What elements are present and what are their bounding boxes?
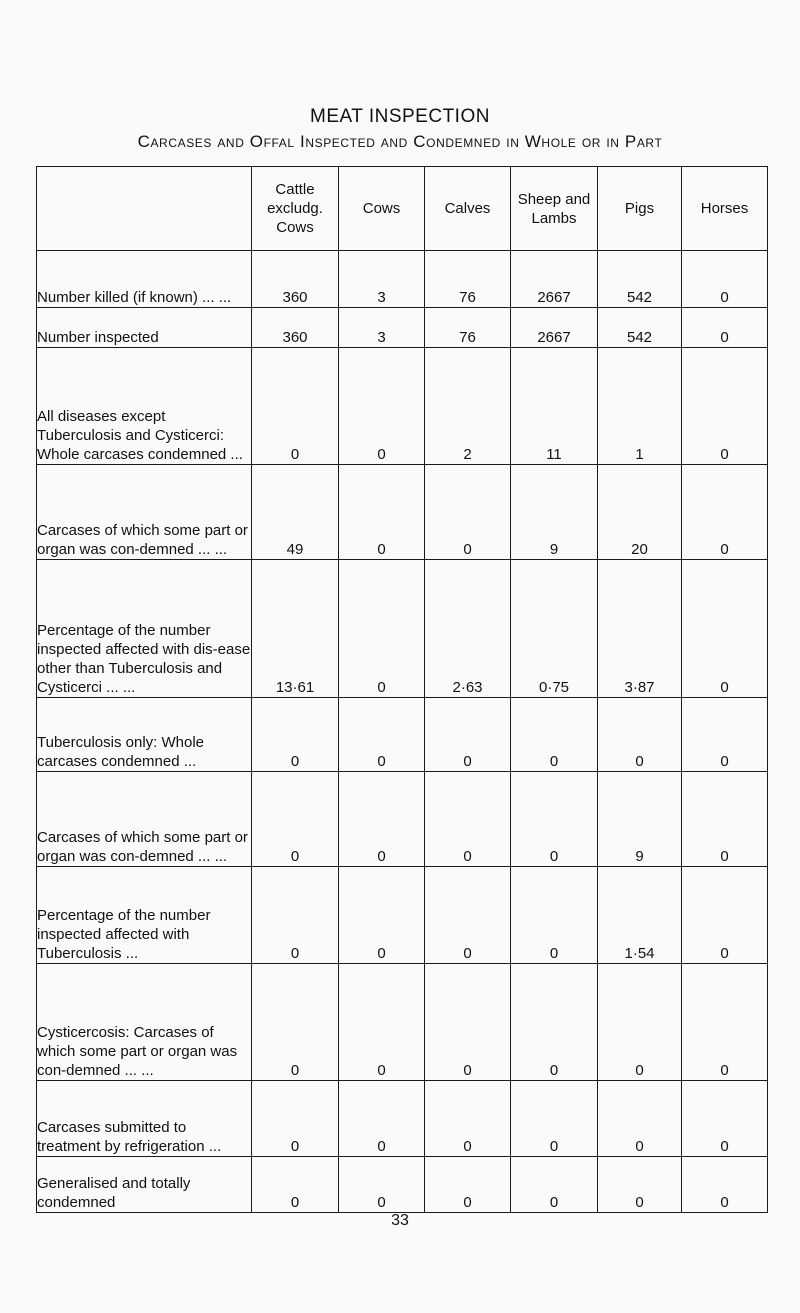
- row-label: Cysticercosis: Carcases of which some part or organ was con-demned ... ...: [37, 964, 252, 1081]
- cell-value: 1: [598, 348, 682, 465]
- table-row: [37, 867, 768, 964]
- column-header-calves: Calves: [425, 167, 511, 251]
- row-label: Carcases of which some part or organ was con-demned ... ...: [37, 772, 252, 867]
- cell-value: 2667: [511, 308, 598, 348]
- table-row: [37, 1157, 768, 1213]
- cell-value: 0: [682, 1157, 768, 1213]
- cell-value: 0: [598, 1157, 682, 1213]
- cell-value: 9: [511, 465, 598, 560]
- cell-value: 0: [682, 251, 768, 308]
- cell-value: 0: [252, 772, 339, 867]
- cell-value: 0: [339, 964, 425, 1081]
- cell-value: 0: [682, 465, 768, 560]
- row-label: Tuberculosis only: Whole carcases condemned ...: [37, 698, 252, 772]
- cell-value: 542: [598, 308, 682, 348]
- table-row: [37, 308, 768, 348]
- cell-value: 0: [425, 465, 511, 560]
- row-label: Carcases of which some part or organ was con-demned ... ...: [37, 465, 252, 560]
- cell-value: 0: [598, 698, 682, 772]
- cell-value: 0: [339, 698, 425, 772]
- page-title: MEAT INSPECTION: [310, 106, 490, 127]
- cell-value: 0: [511, 772, 598, 867]
- cell-value: 0: [682, 867, 768, 964]
- cell-value: 0: [511, 964, 598, 1081]
- cell-value: 76: [425, 251, 511, 308]
- cell-value: 0: [339, 1157, 425, 1213]
- cell-value: 2667: [511, 251, 598, 308]
- cell-value: 3: [339, 308, 425, 348]
- row-label: Generalised and totally condemned: [37, 1157, 252, 1213]
- cell-value: 360: [252, 251, 339, 308]
- cell-value: 0: [682, 772, 768, 867]
- cell-value: 0: [252, 867, 339, 964]
- cell-value: 3: [339, 251, 425, 308]
- row-label: Percentage of the number inspected affected with dis-ease other than Tuberculosis and Cysticerci ... ...: [37, 560, 252, 698]
- cell-value: 0: [425, 867, 511, 964]
- column-header-pigs: Pigs: [598, 167, 682, 251]
- row-label: Number inspected: [37, 308, 252, 348]
- cell-value: 0: [252, 1081, 339, 1157]
- cell-value: 13·61: [252, 560, 339, 698]
- cell-value: 0: [511, 698, 598, 772]
- header-row: [37, 167, 768, 251]
- cell-value: 3·87: [598, 560, 682, 698]
- cell-value: 2: [425, 348, 511, 465]
- cell-value: 0: [682, 348, 768, 465]
- cell-value: 49: [252, 465, 339, 560]
- cell-value: 2·63: [425, 560, 511, 698]
- table-row: [37, 560, 768, 698]
- meat-inspection-table: [36, 166, 768, 1213]
- cell-value: 0: [252, 964, 339, 1081]
- table-row: [37, 698, 768, 772]
- table-row: [37, 1081, 768, 1157]
- column-header-cattle: Cattle excludg. Cows: [252, 167, 339, 251]
- column-header-horses: Horses: [682, 167, 768, 251]
- cell-value: 0: [425, 964, 511, 1081]
- row-label: All diseases except Tuberculosis and Cysticerci: Whole carcases condemned ...: [37, 348, 252, 465]
- cell-value: 0: [511, 1157, 598, 1213]
- header-corner: [37, 167, 252, 251]
- cell-value: 0: [682, 560, 768, 698]
- cell-value: 20: [598, 465, 682, 560]
- cell-value: 0: [339, 772, 425, 867]
- column-header-cows: Cows: [339, 167, 425, 251]
- cell-value: 0: [682, 308, 768, 348]
- cell-value: 0: [339, 348, 425, 465]
- cell-value: 0: [252, 698, 339, 772]
- cell-value: 0: [425, 1157, 511, 1213]
- table-row: [37, 964, 768, 1081]
- row-label: Percentage of the number inspected affected with Tuberculosis ...: [37, 867, 252, 964]
- column-header-sheep: Sheep and Lambs: [511, 167, 598, 251]
- cell-value: 0: [339, 560, 425, 698]
- page-number: 33: [391, 1212, 409, 1229]
- cell-value: 0: [598, 1081, 682, 1157]
- cell-value: 0: [425, 698, 511, 772]
- cell-value: 0: [339, 465, 425, 560]
- cell-value: 0: [511, 867, 598, 964]
- page-subtitle: Carcases and Offal Inspected and Condemned in Whole or in Part: [137, 132, 663, 151]
- cell-value: 0: [511, 1081, 598, 1157]
- cell-value: 76: [425, 308, 511, 348]
- cell-value: 0: [425, 1081, 511, 1157]
- cell-value: 0·75: [511, 560, 598, 698]
- cell-value: 542: [598, 251, 682, 308]
- table-row: [37, 772, 768, 867]
- table-row: [37, 251, 768, 308]
- table-row: [37, 465, 768, 560]
- cell-value: 360: [252, 308, 339, 348]
- cell-value: 0: [339, 1081, 425, 1157]
- cell-value: 0: [682, 964, 768, 1081]
- cell-value: 0: [682, 1081, 768, 1157]
- cell-value: 0: [339, 867, 425, 964]
- cell-value: 9: [598, 772, 682, 867]
- row-label: Number killed (if known) ... ...: [37, 251, 252, 308]
- cell-value: 0: [598, 964, 682, 1081]
- cell-value: 0: [252, 348, 339, 465]
- cell-value: 11: [511, 348, 598, 465]
- cell-value: 0: [252, 1157, 339, 1213]
- row-label: Carcases submitted to treatment by refrigeration ...: [37, 1081, 252, 1157]
- table-row: [37, 348, 768, 465]
- cell-value: 0: [682, 698, 768, 772]
- cell-value: 0: [425, 772, 511, 867]
- cell-value: 1·54: [598, 867, 682, 964]
